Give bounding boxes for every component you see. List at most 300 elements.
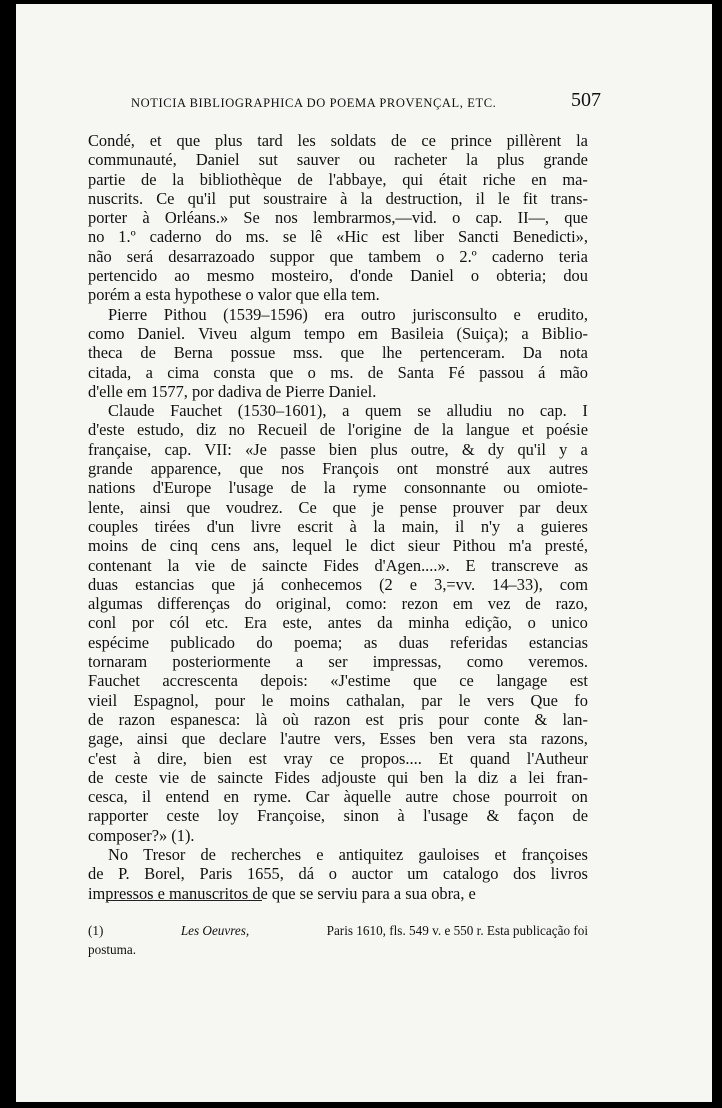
word: nuscrits. [88, 188, 144, 208]
word: teria [558, 246, 588, 266]
word: vez [487, 594, 511, 614]
word: sieur [407, 536, 440, 556]
word: que [564, 208, 588, 228]
word: Et [438, 748, 454, 768]
word: espécime [88, 632, 149, 652]
footnote-line: postuma. [88, 942, 136, 958]
word: en [223, 787, 240, 807]
word: vers [486, 690, 515, 710]
running-title: NOTICIA BIBLIOGRAPHICA DO POEMA PROVENÇAL, ETC. [131, 96, 497, 110]
word: suppor [269, 246, 315, 266]
word: a [516, 516, 525, 536]
word: Paris [199, 864, 233, 884]
text-line [88, 710, 588, 729]
word: pour [438, 709, 469, 729]
word: publicado [170, 632, 235, 652]
word: française, [88, 439, 152, 459]
text-line [88, 131, 588, 150]
word: a [509, 767, 517, 787]
word: depois: [260, 671, 308, 691]
word: la [373, 516, 386, 536]
word: e [513, 304, 521, 324]
word: vie [159, 767, 180, 787]
word: livros [550, 864, 588, 884]
word: communauté, [88, 150, 177, 170]
word: dy [487, 439, 505, 459]
word: riche [482, 169, 516, 189]
footnote-text: Paris 1610, fls. 549 v. e 550 r. Esta publicação foi [326, 923, 588, 938]
word: put [229, 188, 251, 208]
word: (1539–1596) [223, 304, 308, 324]
word: ryme [352, 478, 387, 498]
word: par [519, 497, 541, 517]
word: que [186, 497, 211, 517]
word: em [357, 323, 378, 343]
word: unico [551, 613, 588, 633]
word: estancias [528, 632, 588, 652]
word: de [88, 709, 104, 729]
word: on [571, 787, 588, 807]
word: razon [313, 709, 351, 729]
word: as [363, 632, 378, 652]
word: (1530–1601), [237, 401, 327, 421]
word: le [458, 690, 471, 710]
word: entend [165, 787, 210, 807]
word: le [497, 188, 510, 208]
word: de [230, 555, 247, 575]
word: il [455, 516, 465, 536]
word: transcreve [491, 555, 559, 575]
word: do [256, 632, 273, 652]
word: mss. [293, 343, 323, 363]
word: partie [88, 169, 126, 189]
word: chose [452, 787, 490, 807]
word: edição, [465, 613, 512, 633]
word: um [407, 864, 429, 884]
word: I [582, 401, 588, 421]
text-line [88, 806, 588, 825]
word: & [534, 709, 548, 729]
word: qui [402, 169, 424, 189]
word: je [371, 497, 384, 517]
word: ou [503, 478, 520, 498]
text-line [88, 363, 588, 382]
word: de [140, 343, 156, 363]
word: Fides [274, 767, 310, 787]
word: là [255, 709, 268, 729]
word: o [328, 864, 337, 884]
text-line [88, 768, 588, 787]
word: etc. [205, 613, 229, 633]
word: a [580, 439, 588, 459]
word: pertencido [88, 266, 158, 286]
word: Orléans.» [164, 208, 229, 228]
word: o [452, 208, 461, 228]
word: main, [401, 516, 439, 536]
word: cól [169, 613, 190, 633]
word: cesca, [88, 787, 128, 807]
word: dá [298, 864, 315, 884]
word: antes [327, 613, 362, 633]
word: declare [219, 729, 267, 749]
word: cap. [539, 401, 567, 421]
text-line [88, 150, 588, 169]
main-text [88, 131, 588, 903]
word: Pithou [452, 536, 496, 556]
word: plus [215, 131, 243, 150]
word: tambem [368, 246, 422, 266]
word: lei [528, 767, 545, 787]
word: y [559, 439, 568, 459]
word: mosteiro, [271, 266, 333, 286]
word: à [340, 188, 348, 208]
word: ms. [245, 227, 269, 247]
word: de [525, 594, 541, 614]
word: l'abbaye, [328, 169, 387, 189]
word: conte [483, 709, 520, 729]
word: no [88, 227, 105, 247]
word: presté, [544, 536, 588, 556]
word: est [569, 671, 588, 691]
word: aux [507, 459, 531, 479]
word: erudito, [537, 304, 588, 324]
word: qu'il [517, 439, 546, 459]
word: les [297, 131, 316, 150]
page-header [131, 89, 601, 111]
word: a [342, 401, 350, 421]
book-page [16, 4, 712, 1102]
word: do [215, 227, 232, 247]
word: mesmo [206, 266, 255, 286]
word: lê [310, 227, 323, 247]
word: jurisconsulto [412, 304, 497, 324]
word: Borel, [144, 864, 185, 884]
word: que [211, 574, 236, 594]
text-line [88, 594, 588, 613]
word: duas [88, 574, 119, 594]
text-line [88, 189, 588, 208]
footnote-rule [106, 900, 262, 901]
footnote [88, 922, 588, 958]
word: e [316, 844, 324, 864]
word: razo, [555, 594, 588, 614]
word: c'est [88, 748, 117, 768]
word: (2 [379, 574, 393, 594]
word: Era [244, 613, 267, 633]
word: prince [450, 131, 492, 150]
word: lan- [562, 709, 588, 729]
word: vie [195, 555, 216, 575]
word: não [88, 246, 112, 266]
word: nos [281, 459, 305, 479]
text-line [88, 729, 588, 748]
word: de [141, 536, 157, 556]
word: Viveu [198, 323, 238, 343]
word: ans, [253, 536, 280, 556]
word: nota [559, 343, 588, 363]
word: pour [215, 690, 246, 710]
word: quem [365, 401, 402, 421]
word: Ce [298, 497, 317, 517]
word: de [88, 767, 104, 787]
word: 1.º [118, 227, 136, 247]
text-line [88, 247, 588, 266]
text-line: d'elle em 1577, por dadiva de Pierre Daniel. [88, 381, 377, 401]
word: plus [496, 150, 525, 170]
word: Fauchet [170, 401, 223, 421]
word: à [397, 806, 405, 826]
word: Car [305, 787, 330, 807]
word: quand [469, 748, 510, 768]
word: tempo [303, 323, 345, 343]
word: sut [258, 150, 278, 170]
word: destruction, [385, 188, 463, 208]
word: de [319, 420, 336, 440]
word: será [126, 246, 154, 266]
word: «Hic [336, 227, 368, 247]
text-line [88, 652, 588, 671]
word: Santa [397, 362, 435, 382]
word: outre, [410, 439, 449, 459]
word: à [142, 208, 150, 228]
word: lhe [381, 343, 403, 363]
word: que [176, 131, 201, 150]
word: tard [257, 131, 283, 150]
word: gauloises [418, 844, 480, 864]
word: no [507, 401, 525, 421]
word: la [441, 420, 454, 440]
word: consonnante [403, 478, 486, 498]
word: trans- [550, 188, 588, 208]
word: omiote- [537, 478, 588, 498]
word: Françoise, [257, 806, 325, 826]
word: d'Agen....». [374, 555, 450, 575]
word: de [413, 420, 430, 440]
text-line [88, 266, 588, 285]
word: 1655, [246, 864, 284, 884]
word: nos [275, 208, 298, 228]
word: o [436, 246, 445, 266]
word: liber [414, 227, 445, 247]
word: ont [396, 459, 418, 479]
word: & [461, 439, 475, 459]
word: duas [398, 632, 429, 652]
word: dos [513, 864, 536, 884]
word: catalogo [442, 864, 499, 884]
word: posteriormente [172, 652, 271, 672]
text-line [88, 864, 588, 883]
text-line [88, 575, 588, 594]
word: lequel [292, 536, 333, 556]
word: et [149, 131, 162, 150]
word: consta [213, 362, 256, 382]
word: II—, [517, 208, 550, 228]
text-line [88, 440, 588, 459]
text-line: composer?» (1). [88, 825, 195, 845]
word: Esses [379, 729, 416, 749]
word: por [131, 613, 154, 633]
word: do [244, 594, 262, 614]
word: Condé, [88, 131, 135, 150]
word: referidas [450, 632, 508, 652]
word: auctor [351, 864, 393, 884]
word: la [576, 131, 588, 150]
word: recherches [231, 844, 302, 864]
word: la [454, 767, 467, 787]
word: contenant [88, 555, 152, 575]
word: obteria; [496, 266, 547, 286]
word: escrit [297, 516, 333, 536]
word: àquelle [343, 787, 391, 807]
word: de [572, 806, 588, 826]
word: as [574, 555, 588, 575]
word: la [167, 555, 180, 575]
word: rezon [401, 594, 439, 614]
text-line [88, 227, 588, 246]
word: P. [118, 864, 130, 884]
word: Sancti [457, 227, 499, 247]
text-line [88, 517, 588, 536]
text-line [88, 324, 588, 343]
word: que [181, 729, 206, 749]
text-line [88, 613, 588, 632]
word: mão [559, 362, 588, 382]
word: apparence, [150, 459, 222, 479]
word: monstré [436, 459, 489, 479]
word: caderno [149, 227, 202, 247]
word: Basileia [390, 323, 444, 343]
word: ce [421, 131, 436, 150]
word: No [108, 844, 129, 864]
word: espanesca: [170, 709, 241, 729]
word: se [282, 227, 297, 247]
text-line [88, 208, 588, 227]
text-line [88, 556, 588, 575]
word: d'este [88, 420, 125, 440]
word: est [381, 227, 401, 247]
word: se [417, 401, 431, 421]
word: cens [210, 536, 241, 556]
word: couples [88, 516, 139, 536]
word: porter [88, 208, 128, 228]
word: que [329, 246, 354, 266]
word: poésie [546, 420, 588, 440]
word: qu'il [187, 188, 217, 208]
word: Pierre [108, 304, 148, 324]
word: ceste [166, 806, 200, 826]
word: possue [230, 343, 276, 363]
word: algum [250, 323, 292, 343]
word: et [521, 420, 534, 440]
word: deux [556, 497, 588, 517]
word: accrescenta [162, 671, 238, 691]
word: saincte [261, 555, 308, 575]
word: moins [88, 536, 129, 556]
word: dire, [157, 748, 187, 768]
text-line [88, 401, 588, 420]
word: propos.... [360, 748, 422, 768]
word: la [466, 150, 478, 170]
word: pourroit [504, 787, 558, 807]
word: bien [328, 439, 358, 459]
word: de [391, 131, 407, 150]
text-line [88, 343, 588, 362]
text-line: impressos e manuscritos de que se serviu para a sua obra, e [88, 883, 476, 903]
word: m'a [508, 536, 532, 556]
word: la [360, 188, 373, 208]
word: était [438, 169, 468, 189]
word: era [324, 304, 345, 324]
text-line [88, 845, 588, 864]
word: Daniel. [137, 323, 186, 343]
word: E [465, 555, 476, 575]
word: ser [328, 652, 348, 672]
word: ainsi [136, 729, 168, 749]
word: ben [429, 729, 454, 749]
word: como [466, 652, 504, 672]
word: Recueil [257, 420, 308, 440]
word: Fé [448, 362, 465, 382]
word: que [269, 362, 294, 382]
text-line [88, 498, 588, 517]
word: lente, [88, 497, 124, 517]
word: estudo, [136, 420, 184, 440]
word: veremos. [528, 652, 588, 672]
word: razons, [541, 729, 588, 749]
word: cima [167, 362, 200, 382]
text-line [88, 459, 588, 478]
word: tornaram [88, 652, 148, 672]
word: diz [196, 420, 217, 440]
word: Ce [156, 188, 175, 208]
word: que [239, 459, 264, 479]
word: prouver [452, 497, 504, 517]
word: est [248, 748, 267, 768]
word: sta [509, 729, 528, 749]
word: de [141, 169, 157, 189]
word: differenças [157, 594, 230, 614]
word: vera [467, 729, 496, 749]
word: & [486, 806, 500, 826]
word: Berna [173, 343, 213, 363]
word: passe [280, 439, 316, 459]
text-line [88, 787, 588, 806]
word: citada, [88, 362, 132, 382]
word: da [377, 613, 393, 633]
word: de [190, 767, 207, 787]
word: pris [398, 709, 424, 729]
word: cap. [475, 208, 503, 228]
word: e [409, 574, 418, 594]
word: em [452, 594, 473, 614]
word: já [252, 574, 264, 594]
text-line [88, 420, 588, 439]
word: antiquitez [338, 844, 404, 864]
text-line [88, 749, 588, 768]
word: conhecemos [280, 574, 362, 594]
word: bibliothèque [199, 169, 282, 189]
word: plus [370, 439, 398, 459]
word: lembrarmos,—vid. [313, 208, 437, 228]
word: à [133, 748, 141, 768]
word: theca [88, 343, 123, 363]
word: bien [203, 748, 232, 768]
text-line [88, 478, 588, 497]
word: le [261, 690, 274, 710]
word: o [307, 362, 316, 382]
word: o [470, 266, 480, 286]
page-number: 507 [571, 89, 601, 111]
